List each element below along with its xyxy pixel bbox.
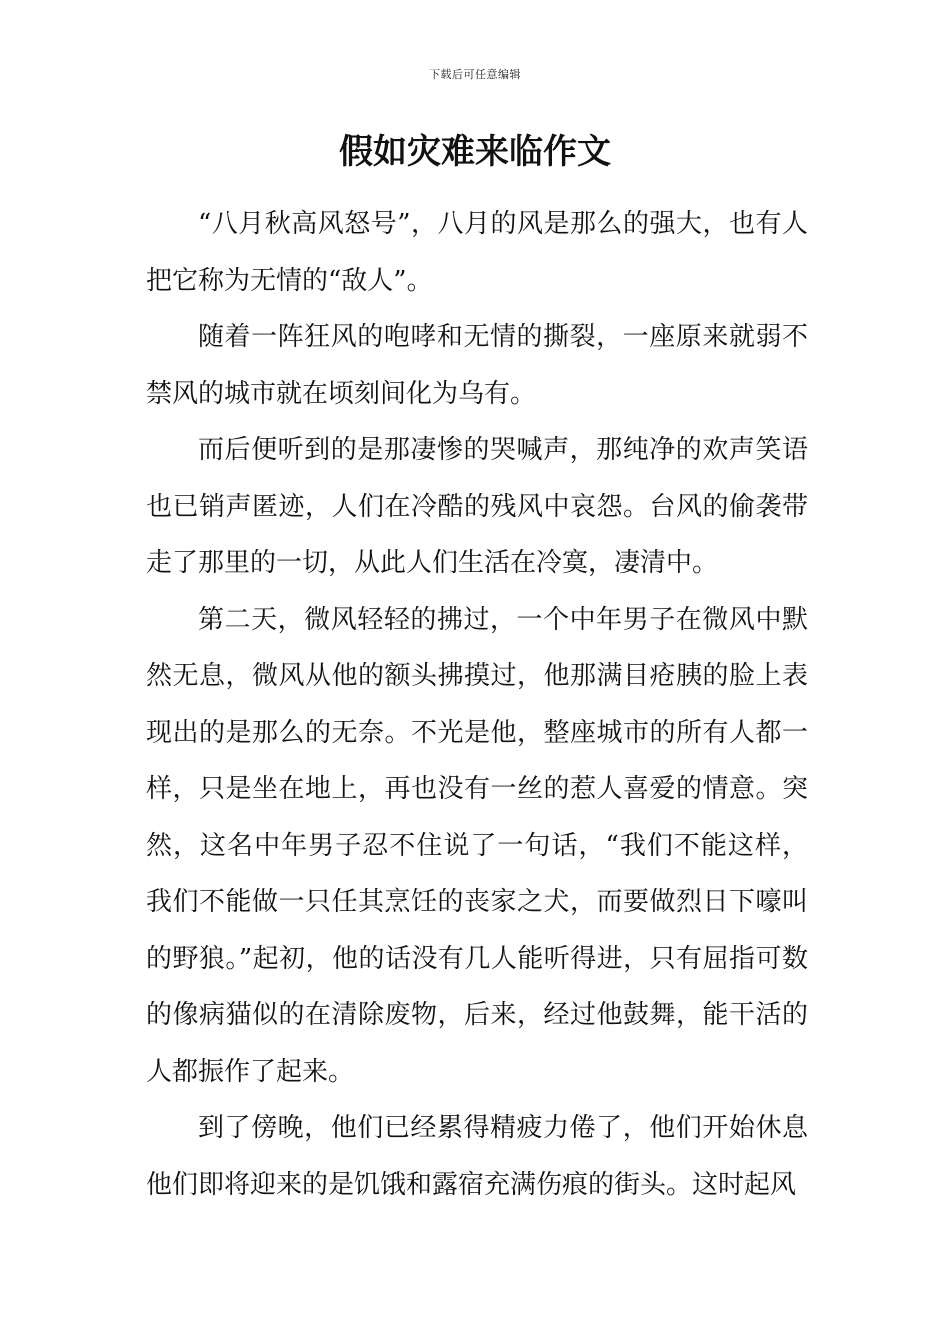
paragraph-4: 第二天，微风轻轻的拂过，一个中年男子在微风中默然无息，微风从他的额头拂摸过，他那满目疮胰的脸上表现出的是那么的无奈。不光是他，整座城市的所有人都一样，只是坐在地上，再也没有一丝的惹人喜爱的情意。突然，这名中年男子忍不住说了一句话，“我们不能这样，我们不能做一只任其烹饪的丧家之犬，而要做烈日下嚎叫的野狼。”起初，他的话没有几人能听得进，只有屈指可数的像病猫似的在清除废物，后来，经过他鼓舞，能干活的人都振作了起来。 [146, 604, 808, 1087]
paragraph-5: 到了傍晚，他们已经累得精疲力倦了，他们开始休息他们即将迎来的是饥饿和露宿充满伤痕的街头。这时起风 [146, 1113, 808, 1200]
paragraph-2: 随着一阵狂风的咆哮和无情的撕裂，一座原来就弱不禁风的城市就在顷刻间化为乌有。 [146, 322, 808, 409]
paragraph-3: 而后便听到的是那凄惨的哭喊声，那纯净的欢声笑语也已销声匿迹，人们在冷酷的残风中哀怨。台风的偷袭带走了那里的一切，从此人们生活在冷寞，凄清中。 [146, 435, 808, 578]
header-note: 下载后可任意编辑 [429, 68, 521, 81]
paragraph-1: “八月秋高风怒号”，八月的风是那么的强大，也有人把它称为无情的“敌人”。 [146, 209, 808, 296]
document-title: 假如灾难来临作文 [339, 132, 611, 172]
document-body [146, 196, 808, 1213]
